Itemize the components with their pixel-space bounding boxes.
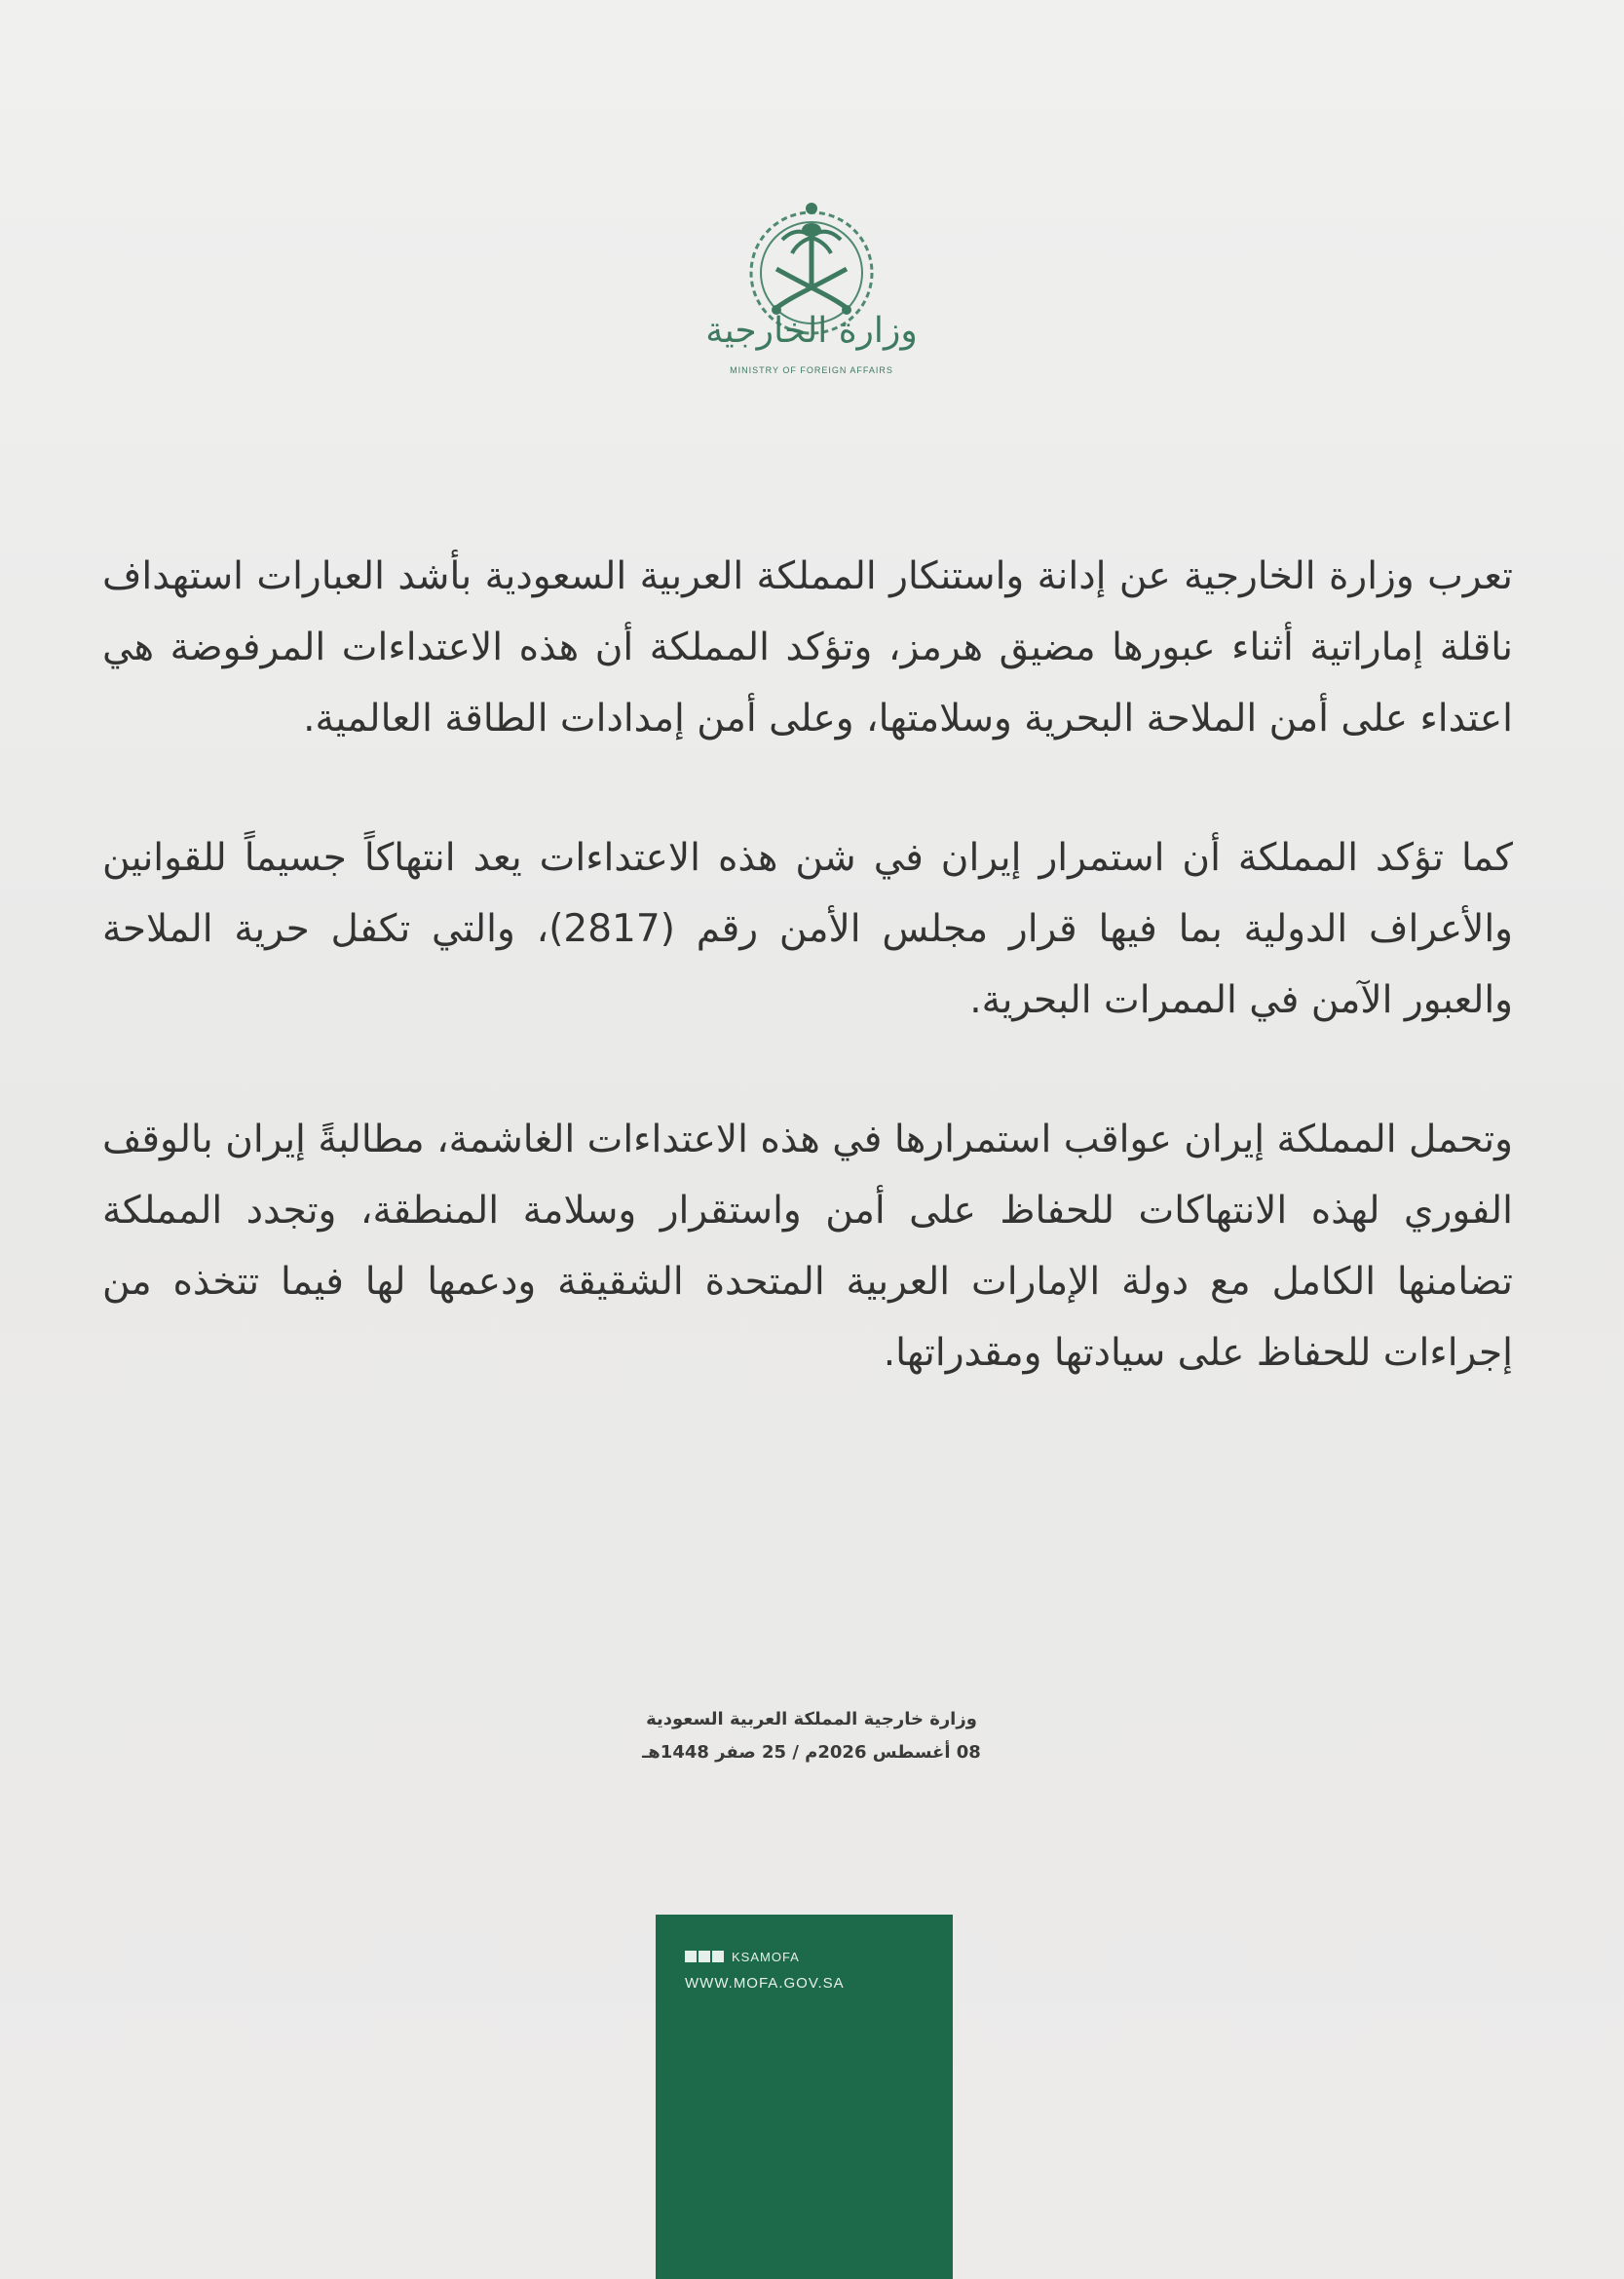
footer-vision-line [685,1950,800,1965]
statement-paragraph-2: كما تؤكد المملكة أن استمرار إيران في شن هذه الاعتداءات يعد انتهاكاً جسيماً للقوانين والأعراف الدولية بما فيها قرار مجلس الأمن رقم (2817)، والتي تكفل حرية الملاحة والعبور الآمن في الممرات البحرية. [102,836,1513,1022]
ministry-name-english: MINISTRY OF FOREIGN AFFAIRS [730,365,893,375]
statement-paragraph-1: تعرب وزارة الخارجية عن إدانة واستنكار المملكة العربية السعودية بأشد العبارات استهداف ناقلة إماراتية أثناء عبورها مضيق هرمز، وتؤكد المملكة أن هذه الاعتداءات المرفوضة هي اعتداء على أمن الملاحة البحرية وسلامتها، وعلى أمن إمدادات الطاقة العالمية. [102,554,1513,741]
ministry-name-arabic: وزارة الخارجية [705,311,918,351]
signature-block [471,1703,1152,1769]
saudi-emblem-icon [714,156,909,390]
vision-2030-logo-icon [685,1951,726,1965]
statement-paragraph-3: وتحمل المملكة إيران عواقب استمرارها في هذه الاعتداءات الغاشمة، مطالبةً إيران بالوقف الفوري لهذه الانتهاكات للحفاظ على أمن واستقرار وسلامة المنطقة، وتجدد المملكة تضامنها الكامل مع دولة الإمارات العربية المتحدة الشقيقة ودعمها لها فيما تتخذه من إجراءات للحفاظ على سيادتها ومقدراتها. [102,1118,1513,1375]
ministry-emblem [714,156,909,390]
footer-website[interactable]: WWW.MOFA.GOV.SA [685,1975,845,1992]
statement-body [102,541,1513,1457]
footer-vision-text: KSAMOFA [732,1950,800,1964]
signature-date: 08 أغسطس 2026م / 25 صفر 1448هـ [642,1742,981,1763]
signature-ministry: وزارة خارجية المملكة العربية السعودية [646,1709,977,1729]
footer-green-block [656,1915,953,2279]
